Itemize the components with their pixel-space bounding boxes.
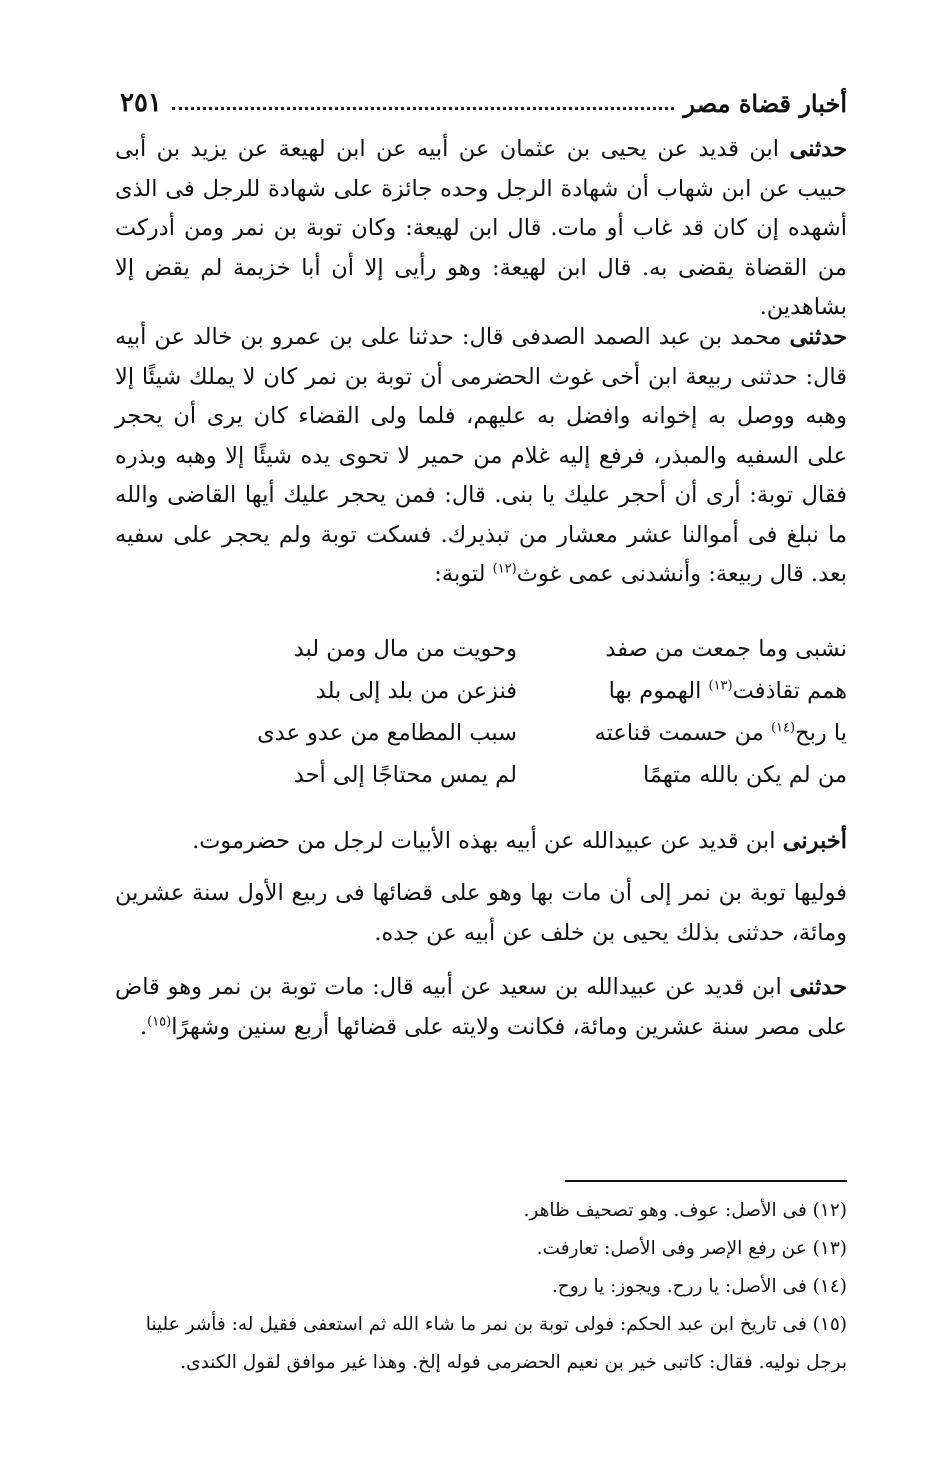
footnote-15-continuation: برجل نوليه. فقال: كاتبى خير بن نعيم الحضرمى فوله إلخ. وهذا غير موافق لقول الكندى. [180, 1352, 847, 1373]
verse-text: همم تقاذفت [732, 678, 847, 704]
poem-verse [175, 628, 847, 670]
paragraph-5 [115, 968, 847, 1047]
poem-verse [175, 712, 847, 754]
footnote-ref: (١٣) [708, 678, 733, 694]
footnote-ref: (١٥) [147, 1014, 172, 1029]
paragraph-text: ابن قديد عن عبيدالله بن سعيد عن أبيه قال: مات توبة بن نمر وهو قاض على مصر سنة عشرين ومائة، فكانت ولايته على قضائها أربع سنين وشهرًا [115, 974, 847, 1040]
verse-second-hemistich: فنزعن من بلد إلى بلد [315, 678, 517, 704]
paragraph-text: فوليها توبة بن نمر إلى أن مات بها وهو على قضائها فى ربيع الأول سنة عشرين ومائة، حدثنى بذلك يحيى بن خلف عن أبيه عن جده. [115, 880, 847, 946]
paragraph-text: ابن قديد عن يحيى بن عثمان عن أبيه عن ابن لهيعة عن يزيد بن أبى حبيب عن ابن شهاب أن شهادة الرجل وحده جائزة على شهادة للرجل فى الذى أشهده إن كان قد غاب أو مات. قال ابن لهيعة: وكان توبة بن نمر ومن أدركت من القضاة يقضى به. قال ابن لهيعة: وهو رأيى إلا أن أبا خزيمة لم يقض إلا بشاهدين. [115, 136, 847, 320]
paragraph-text: محمد بن عبد الصمد الصدفى قال: حدثنا على بن عمرو بن خالد عن أبيه قال: حدثنى ربيعة ابن أخى غوث الحضرمى أن توبة بن نمر كان لا يملك شيئًا إلا وهبه ووصل به إخوانه وافضل به عليهم، فلما ولى القضاء كان يرى أن يحجر على السفيه والمبذر، فرفع إليه غلام من حمير لا تحوى يده شيئًا إلا وهبه وبذره فقال توبة: أرى أن أحجر عليك يا بنى. قال: فمن يحجر عليك أيها القاضى والله ما نبلغ فى أموالنا عشر معشار من تبذيرك. فسكت توبة ولم يحجر على سفيه بعد. قال ربيعة: وأنشدنى عمى غوث [115, 324, 847, 587]
verse-text: نشبى وما جمعت من صفد [605, 636, 847, 662]
footnote-separator [565, 1180, 847, 1182]
verse-text: من حسمت قناعته [594, 720, 771, 746]
paragraph-lead-word: حدثنى [789, 136, 847, 162]
paragraph-3 [115, 822, 847, 862]
paragraph-text-tail: . [139, 1013, 148, 1040]
footnote-14: (١٤) فى الأصل: يا ررح. ويجوز: يا روح. [551, 1276, 847, 1297]
verse-text: من لم يكن بالله متهمًا [643, 762, 847, 788]
verse-second-hemistich: وحويت من مال ومن لبد [293, 636, 517, 662]
footnote-ref: (١٢) [492, 561, 517, 577]
footnote-15: (١٥) فى تاريخ ابن عبد الحكم: فولى توبة بن نمر ما شاء الله ثم استعفى فقيل له: فأشر علينا [145, 1314, 847, 1335]
page-number: ٢٥١ [120, 88, 162, 118]
footnote-13: (١٣) عن رفع الإصر وفى الأصل: تعارفت. [536, 1238, 847, 1259]
verse-first-hemistich [517, 678, 847, 704]
header-dot-leader [172, 107, 674, 110]
paragraph-2 [115, 318, 847, 595]
verse-first-hemistich [517, 720, 847, 746]
footnotes [120, 1192, 847, 1382]
paragraph-lead-word: حدثنى [789, 974, 847, 1000]
poem [175, 628, 847, 796]
verse-text: الهموم بها [608, 678, 709, 704]
paragraph-lead-word: أخبرنى [782, 828, 847, 854]
verse-text: يا ربح [795, 720, 847, 746]
verse-first-hemistich [517, 636, 847, 662]
footnote-ref: (١٤) [770, 720, 796, 736]
verse-second-hemistich: سبب المطامع من عدو عدى [257, 720, 517, 746]
page-header [120, 84, 847, 118]
running-title: أخبار قضاة مصر [683, 89, 847, 118]
poem-verse [175, 754, 847, 796]
paragraph-text: ابن قديد عن عبيدالله عن أبيه بهذه الأبيات لرجل من حضرموت. [192, 828, 783, 854]
paragraph-1 [115, 130, 847, 328]
footnote-12: (١٢) فى الأصل: عوف. وهو تصحيف ظاهر. [523, 1200, 847, 1221]
paragraph-text-tail: لتوبة: [434, 561, 493, 587]
verse-second-hemistich: لم يمس محتاجًا إلى أحد [293, 762, 517, 788]
poem-verse [175, 670, 847, 712]
paragraph-4 [115, 874, 847, 953]
paragraph-lead-word: حدثنى [789, 324, 847, 350]
verse-first-hemistich [517, 762, 847, 788]
